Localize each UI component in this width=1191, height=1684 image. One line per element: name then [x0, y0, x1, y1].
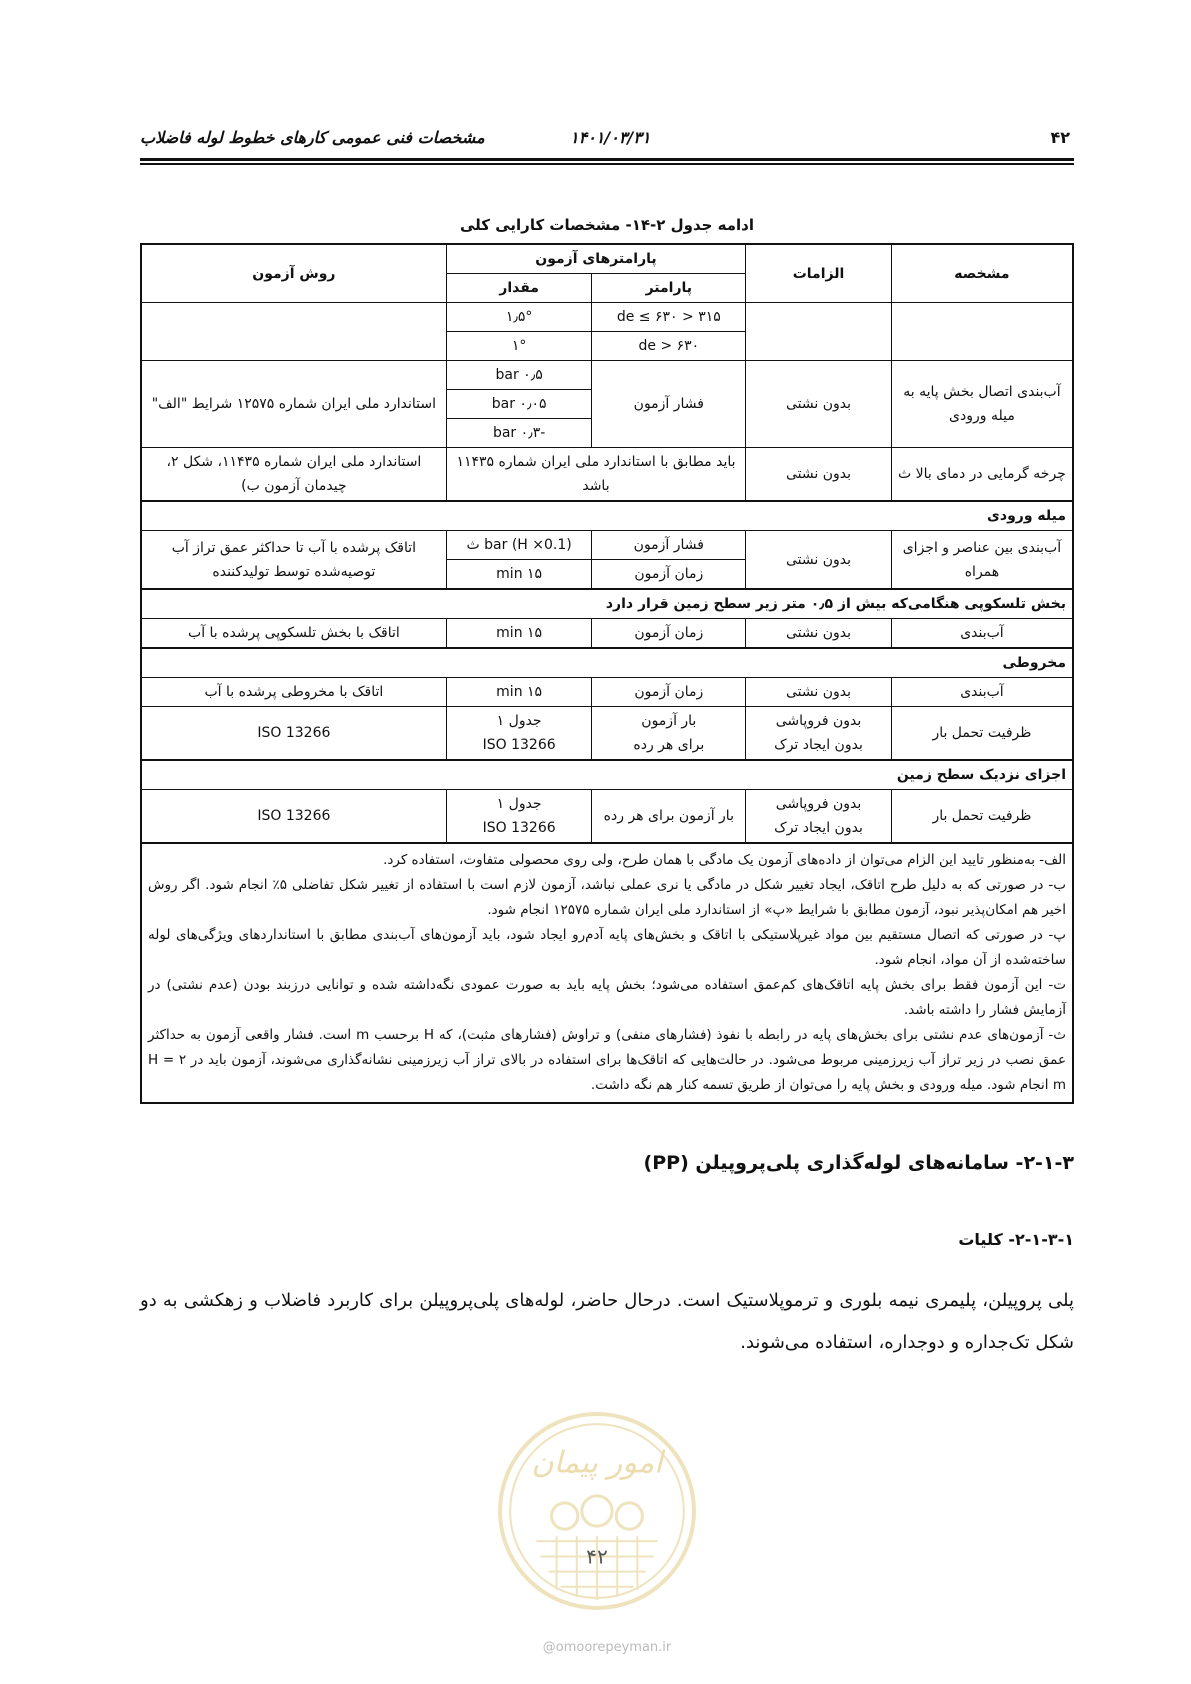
cell-req: بدون نشتی: [746, 361, 892, 448]
cell-value: ۰٫۵ bar: [446, 361, 592, 390]
cell-spec: ظرفیت تحمل بار: [891, 790, 1073, 844]
cell-param: زمان آزمون: [592, 619, 746, 649]
section-cone: مخروطی: [141, 648, 1073, 678]
seal-watermark-icon: [496, 1410, 698, 1612]
table-caption: ادامه جدول ۲-۱۴- مشخصات کارایی کلی: [459, 216, 755, 234]
cell-method: استاندارد ملی ایران شماره ۱۲۵۷۵ شرایط "الف": [141, 361, 446, 448]
cell-req: بدون فروپاشی: [775, 713, 862, 729]
header-method: روش آزمون: [141, 244, 446, 303]
cell-method: اتاقک با بخش تلسکوپی پرشده با آب: [141, 619, 446, 649]
cell-method: استاندارد ملی ایران شماره ۱۱۴۳۵، شکل ۲، چیدمان آزمون ب): [141, 448, 446, 502]
table-row: [141, 448, 1073, 502]
cell-param: ۶۳۰ < de: [592, 332, 746, 361]
cell-value: ۱٫۵°: [446, 303, 592, 332]
header-rule-thick: [140, 158, 1074, 161]
header-spec: مشخصه: [891, 244, 1073, 303]
cell-req: بدون ایجاد ترک: [774, 737, 863, 753]
cell-param: زمان آزمون: [592, 560, 746, 590]
cell-value: ۱۵ min: [446, 560, 592, 590]
cell-value: ۱۵ min: [446, 619, 592, 649]
note-alef: الف- به‌منظور تایید این الزام می‌توان از داده‌های آزمون یک مادگی با همان طرح، ولی روی محصولی متفاوت، استفاده کرد.: [383, 852, 1066, 868]
page-header: [140, 128, 1070, 158]
cell-params: باید مطابق با استاندارد ملی ایران شماره ۱۱۴۳۵ باشد: [446, 448, 745, 502]
cell-spec: ظرفیت تحمل بار: [891, 707, 1073, 761]
section-row: [141, 589, 1073, 619]
note-te: ت- این آزمون فقط برای بخش پایه اتاقک‌های کم‌عمق استفاده می‌شود؛ بخش پایه باید به صورت عمودی نگه‌داشته شده و توانایی درزبند بودن (عدم نشتی) در آزمایش فشار را داشته باشد.: [148, 977, 1066, 1018]
cell-param: فشار آزمون: [592, 531, 746, 560]
spec-table: [140, 243, 1074, 1104]
table-row: [141, 361, 1073, 390]
cell-req: بدون نشتی: [746, 531, 892, 590]
table-row: [141, 790, 1073, 844]
table-header-row: [141, 244, 1073, 274]
table-notes: [141, 843, 1073, 1103]
header-rule-thin: [140, 163, 1074, 165]
cell-value: جدول ۱: [496, 796, 542, 812]
cell-spec: چرخه گرمایی در دمای بالا ث: [891, 448, 1073, 502]
cell-value: (0.1× H) bar ث: [446, 531, 592, 560]
cell-method: ISO 13266: [141, 707, 446, 761]
section-row: [141, 501, 1073, 531]
cell-req: بدون نشتی: [746, 619, 892, 649]
subsection-heading: ۲-۱-۳-۱- کلیات: [958, 1230, 1074, 1249]
cell-value: ISO 13266: [482, 820, 556, 836]
table-row: [141, 619, 1073, 649]
cell-value: جدول ۱: [496, 713, 542, 729]
cell-spec: آب‌بندی: [891, 619, 1073, 649]
body-paragraph: پلی پروپیلن، پلیمری نیمه بلوری و ترموپلاستیک است. درحال حاضر، لوله‌های پلی‌پروپیلن برای کاربرد فاضلاب و زهکشی به دو شکل تک‌جداره و دوجداره، استفاده می‌شوند.: [140, 1290, 1074, 1353]
note-be: ب- در صورتی که به دلیل طرح اتاقک، ایجاد تغییر شکل در مادگی یا نری عملی نباشد، آزمون لازم است با استفاده از تغییر شکل تفاضلی ۵٪ انجام شود. اگر روش اخیر هم امکان‌پذیر نبود، آزمون مطابق با شرایط «پ» از استاندارد ملی ایران شماره ۱۲۵۷۵ انجام شود.: [148, 877, 1067, 918]
notes-row: [141, 843, 1073, 1103]
cell-param: بار آزمون: [641, 713, 697, 729]
header-date: ۱۴۰۱/۰۳/۳۱: [570, 128, 651, 147]
header-value: مقدار: [446, 274, 592, 303]
section-heading: ۲-۱-۳- سامانه‌های لوله‌گذاری پلی‌پروپیلن (PP): [643, 1152, 1074, 1174]
watermark-url: @omoorepeyman.ir: [542, 1640, 672, 1655]
section-row: [141, 760, 1073, 790]
cell-req: بدون نشتی: [746, 678, 892, 707]
cell-param: ۳۱۵ < de ≤ ۶۳۰: [592, 303, 746, 332]
cell-spec: آب‌بندی اتصال بخش پایه به میله ورودی: [891, 361, 1073, 448]
cell-req: بدون ایجاد ترک: [774, 820, 863, 836]
cell-req: بدون نشتی: [746, 448, 892, 502]
table-row: [141, 678, 1073, 707]
header-test-params: پارامترهای آزمون: [446, 244, 745, 274]
cell-value: ۱۵ min: [446, 678, 592, 707]
footer-page-number: ۴۲: [586, 1544, 608, 1569]
table-row: [141, 707, 1073, 761]
cell-req: بدون فروپاشی: [775, 796, 862, 812]
cell-method: اتاقک با مخروطی پرشده با آب: [141, 678, 446, 707]
note-pe: پ- در صورتی که اتصال مستقیم بین مواد غیرپلاستیکی با اتاقک و بخش‌های پایه آدم‌رو ایجاد شود، باید آزمون‌های آب‌بندی مطابق با استانداردهای ویژگی‌های لوله ساخته‌شده از آن مواد، انجام شود.: [148, 927, 1066, 968]
cell-param: بار آزمون برای هر رده: [592, 790, 746, 844]
header-requirements: الزامات: [746, 244, 892, 303]
cell-param: برای هر رده: [633, 737, 705, 753]
cell-spec: آب‌بندی: [891, 678, 1073, 707]
cell-method: ISO 13266: [141, 790, 446, 844]
cell-param: فشار آزمون: [592, 361, 746, 448]
cell-value: -۰٫۳ bar: [446, 419, 592, 448]
section-riser: میله ورودی: [141, 501, 1073, 531]
cell-method: اتاقک پرشده با آب تا حداکثر عمق تراز آب توصیه‌شده توسط تولیدکننده: [141, 531, 446, 590]
section-row: [141, 648, 1073, 678]
header-param: پارامتر: [592, 274, 746, 303]
cell-param: زمان آزمون: [592, 678, 746, 707]
seal-text: امور پیمان: [531, 1445, 663, 1481]
cell-value: ۱°: [446, 332, 592, 361]
section-surface: اجزای نزدیک سطح زمین: [141, 760, 1073, 790]
note-se: ث- آزمون‌های عدم نشتی برای بخش‌های پایه در رابطه با نفوذ (فشارهای منفی) و تراوش (فشارهای مثبت)، که H برحسب m است. فشار واقعی آزمون به حداکثر عمق نصب در زیر تراز آب زیرزمینی مربوط می‌شود. در حالت‌هایی که اتاقک‌ها برای استفاده در بالای تراز آب زیرزمینی نشانه‌گذاری می‌شوند، آزمون باید در H = ۲ m انجام شود. میله ورودی و بخش پایه را می‌توان از طریق تسمه کنار هم نگه داشت.: [148, 1027, 1067, 1093]
table-row: [141, 303, 1073, 332]
cell-spec: آب‌بندی بین عناصر و اجزای همراه: [891, 531, 1073, 590]
cell-value: ۰٫۰۵ bar: [446, 390, 592, 419]
header-title: مشخصات فنی عمومی کارهای خطوط لوله فاضلاب: [140, 128, 485, 147]
cell-value: ISO 13266: [482, 737, 556, 753]
section-telescopic: بخش تلسکوپی هنگامی‌که بیش از ۰٫۵ متر زیر سطح زمین قرار دارد: [141, 589, 1073, 619]
header-page-number: ۴۲: [1050, 128, 1070, 147]
table-row: [141, 531, 1073, 560]
